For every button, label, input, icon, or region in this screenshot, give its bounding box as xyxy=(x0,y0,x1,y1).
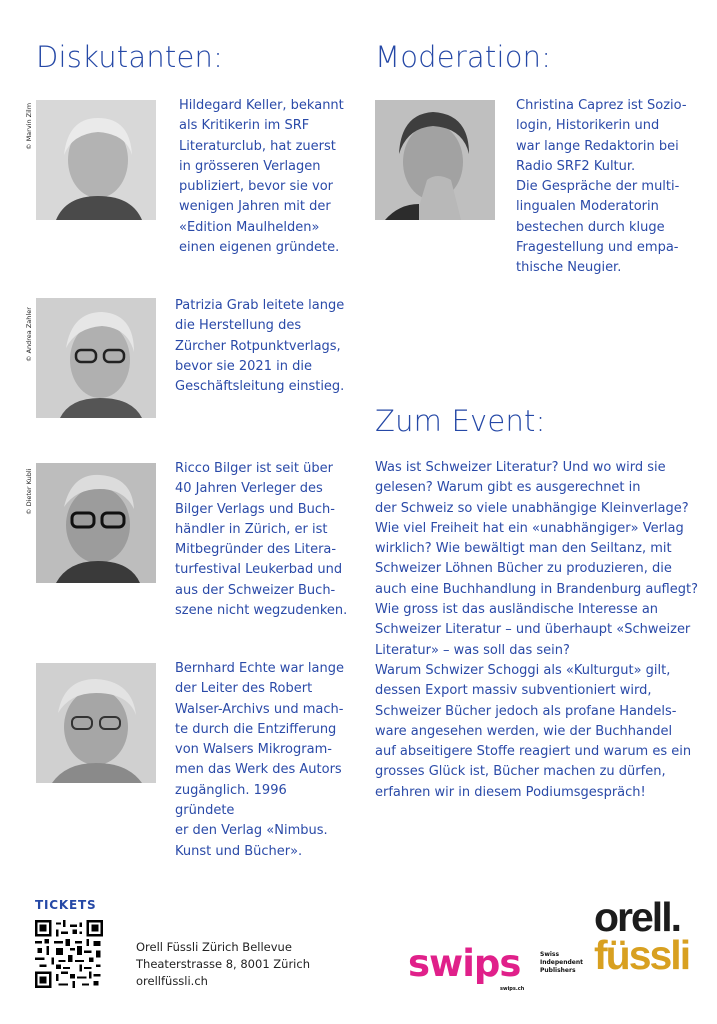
orell-fuessli-logo xyxy=(594,894,690,978)
orell-logo-line1: orell. xyxy=(594,894,680,940)
portrait-photo xyxy=(36,298,156,418)
moderator-bio: Christina Caprez ist Sozio- login, Historikerin und war lange Redaktorin bei Radio SRF2 Kultur. Die Gespräche der multi- lingualen Moderatorin bestechen durch kluge Fragestellung und empa- thische Neugier. xyxy=(516,98,687,276)
swips-url: swips.ch xyxy=(500,986,525,992)
panelist-bio: Hildegard Keller, bekannt als Kritikerin im SRF Literaturclub, hat zuerst in grösseren Verlagen publiziert, bevor sie vor wenigen Jahren mit der «Edition Maulhelden» einen eigenen gründete. xyxy=(179,98,344,256)
portrait-photo xyxy=(36,100,156,220)
panelist-bio: Bernhard Echte war lange der Leiter des Robert Walser-Archivs und mach- te durch die Entzifferung von Walsers Mikrogram- men das Werk des Autors zugänglich. 1996 gründete er den Verlag «Nimbus. Kunst und Bücher». xyxy=(175,661,344,859)
portrait-photo xyxy=(36,663,156,783)
swips-logo: swips xyxy=(408,942,521,985)
panelist-bio: Patrizia Grab leitete lange die Herstellung des Zürcher Rotpunktverlags, bevor sie 2021 in die Geschäftsleitung einstieg. xyxy=(175,298,345,395)
portrait-photo xyxy=(36,463,156,583)
photo-credit: © Marvin Zilm xyxy=(25,102,33,150)
swips-tagline: Swiss Independent Publishers xyxy=(540,951,584,974)
moderation-heading: Moderation: xyxy=(375,40,552,74)
photo-credit: © Dieter Kubli xyxy=(25,468,33,515)
moderator-photo xyxy=(375,100,495,220)
panel-heading: Diskutanten: xyxy=(36,40,224,74)
tickets-label: TICKETS xyxy=(35,898,97,912)
qr-code[interactable] xyxy=(35,920,103,988)
panelist-bio: Ricco Bilger ist seit über 40 Jahren Verleger des Bilger Verlags und Buch- händler in Zürich, er ist Mitbegründer des Litera- turfestival Leukerbad und aus der Schweizer Buch- szene nicht wegzudenken. xyxy=(175,461,348,619)
venue-address: Orell Füssli Zürich Bellevue Theaterstrasse 8, 8001 Zürich orellfüssli.ch xyxy=(136,940,310,988)
event-description: Was ist Schweizer Literatur? Und wo wird sie gelesen? Warum gibt es ausgerechnet in der Schweiz so viele unabhängige Kleinverlage? Wie viel Freiheit hat ein «unabhängiger» Verlag wirklich? Wie bewältigt man den Seiltanz, mit Schweizer Löhnen Bücher zu produzieren, die auch eine Buchhandlung in Brandenburg auflegt? Wie gross ist das ausländische Interesse an Schweizer Literatur – und überhaupt «Schweizer Literatur» – was soll das sein? Warum Schwizer Schoggi als «Kulturgut» gilt, dessen Export massiv subventioniert wird, Schweizer Bücher jedoch als profane Handels- ware angesehen werden, wie der Buchhandel auf abseitigere Stoffe reagiert und warum es ein grosses Glück ist, Bücher machen zu dürfen, erfahren wir in diesem Podiumsgespräch! xyxy=(375,460,698,800)
orell-logo-line2: füssli xyxy=(594,932,690,978)
photo-credit: © Andrea Zahler xyxy=(25,307,33,362)
event-heading: Zum Event: xyxy=(375,404,546,438)
